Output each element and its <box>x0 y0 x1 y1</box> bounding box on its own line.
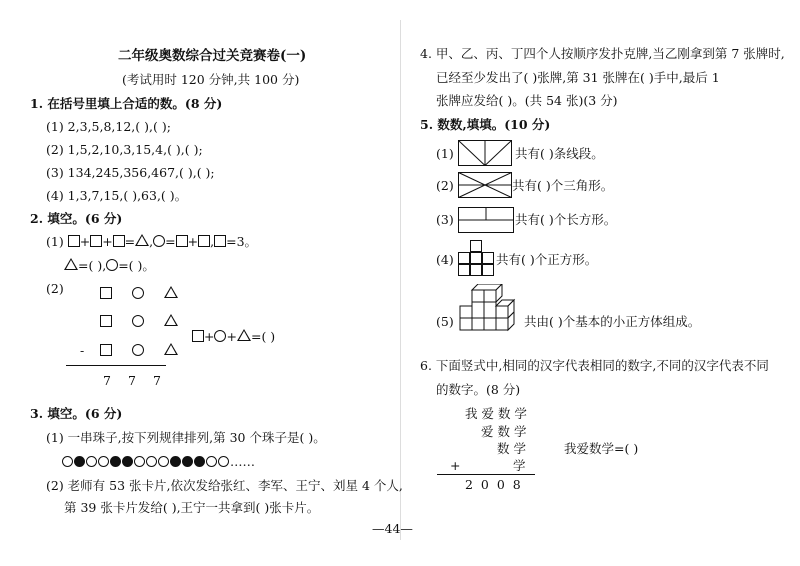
q1-item: (1) 2,3,5,8,12,( ),( ); <box>46 119 171 134</box>
circle-shape <box>153 235 165 247</box>
shape-row <box>100 314 178 330</box>
q5-label: (3) <box>436 212 454 227</box>
q3-part2-line1: (2) 老师有 53 张卡片,依次发给张红、李军、王宁、刘星 4 个人, <box>46 478 403 493</box>
q6-answer: 我爱数学=( ) <box>564 441 639 456</box>
square-shape <box>214 235 226 247</box>
black-bead <box>170 456 181 467</box>
segment-figure <box>458 140 512 166</box>
white-bead <box>146 456 157 467</box>
q5-label: (1) <box>436 146 454 161</box>
q5-text: 共有( )个正方形。 <box>496 252 598 267</box>
white-bead <box>218 456 229 467</box>
black-bead <box>110 456 121 467</box>
white-bead <box>158 456 169 467</box>
black-bead <box>74 456 85 467</box>
q6-line: 的数字。(8 分) <box>436 382 521 397</box>
square-shape <box>198 235 210 247</box>
bead-ellipsis: …… <box>230 454 255 469</box>
triangle-shape <box>135 234 149 246</box>
white-bead <box>86 456 97 467</box>
square-grid-figure <box>458 240 494 276</box>
q2-heading: 2. 填空。(6 分) <box>30 211 123 226</box>
q1-item: (3) 134,245,356,467,( ),( ); <box>46 165 215 180</box>
q5-label: (5) <box>436 314 454 329</box>
white-bead <box>134 456 145 467</box>
square-shape <box>113 235 125 247</box>
q5-text: 共有( )个长方形。 <box>515 212 617 227</box>
q2-part2-label: (2) <box>46 281 64 296</box>
shape-row: - <box>80 343 178 359</box>
exam-subtitle: (考试用时 120 分钟,共 100 分) <box>122 72 300 87</box>
square-shape <box>68 235 80 247</box>
page-number: —44— <box>372 521 413 536</box>
sum-line <box>66 365 166 366</box>
q6-line: 6. 下面竖式中,相同的汉字代表相同的数字,不同的汉字代表不同 <box>420 358 769 373</box>
page-fold <box>400 20 401 540</box>
white-bead <box>62 456 73 467</box>
square-shape <box>176 235 188 247</box>
bead-pattern <box>62 454 255 470</box>
vertical-addend: 学 <box>513 458 526 473</box>
q5-label: (4) <box>436 252 454 267</box>
q1-item: (2) 1,5,2,10,3,15,4,( ),( ); <box>46 142 203 157</box>
shape-row <box>100 286 178 302</box>
q4-line: 已经至少发出了( )张牌,第 31 张牌在( )手中,最后 1 <box>436 70 720 85</box>
q1-item: (4) 1,3,7,15,( ),63,( )。 <box>46 188 188 203</box>
plus-sign: + <box>450 458 461 473</box>
square-shape <box>90 235 102 247</box>
black-bead <box>122 456 133 467</box>
cube-stack-figure <box>458 284 522 342</box>
q4-line: 张牌应发给( )。(共 54 张)(3 分) <box>436 93 618 108</box>
q4-line: 4. 甲、乙、丙、丁四个人按顺序发扑克牌,当乙刚拿到第 7 张牌时, <box>420 46 785 61</box>
q5-text: 共由( )个基本的小正方体组成。 <box>524 314 701 329</box>
sum-line <box>437 474 535 475</box>
vertical-addend: 爱 数 学 <box>481 424 527 439</box>
triangle-figure <box>458 172 512 198</box>
q3-part1: (1) 一串珠子,按下列规律排列,第 30 个珠子是( )。 <box>46 430 326 445</box>
vertical-result: 2 0 0 8 <box>465 477 523 492</box>
vertical-addend: 我 爱 数 学 <box>465 406 527 421</box>
q1-heading: 1. 在括号里填上合适的数。(8 分) <box>30 96 223 111</box>
sum-digit: 7 <box>153 373 161 388</box>
q3-part2-line2: 第 39 张卡片发给( ),王宁一共拿到( )张卡片。 <box>64 500 320 515</box>
rectangle-figure <box>458 207 514 233</box>
black-bead <box>194 456 205 467</box>
q5-label: (2) <box>436 178 454 193</box>
exam-title: 二年级奥数综合过关竞赛卷(一) <box>118 48 307 64</box>
q2-answers: =( ), =( )。 <box>64 258 155 274</box>
q5-text: 共有( )条线段。 <box>515 146 604 161</box>
q3-heading: 3. 填空。(6 分) <box>30 406 123 421</box>
circle-shape <box>106 259 118 271</box>
black-bead <box>182 456 193 467</box>
white-bead <box>98 456 109 467</box>
triangle-shape <box>64 258 78 270</box>
sum-digit: 7 <box>128 373 136 388</box>
q2-equation: (1) + + = , = + , =3。 <box>46 234 258 249</box>
q2-sum-question: + + =( ) <box>192 329 275 345</box>
q5-heading: 5. 数数,填填。(10 分) <box>420 117 551 132</box>
q5-text: 共有( )个三角形。 <box>512 178 614 193</box>
vertical-addend: 数 学 <box>497 441 526 456</box>
sum-digit: 7 <box>103 373 111 388</box>
white-bead <box>206 456 217 467</box>
